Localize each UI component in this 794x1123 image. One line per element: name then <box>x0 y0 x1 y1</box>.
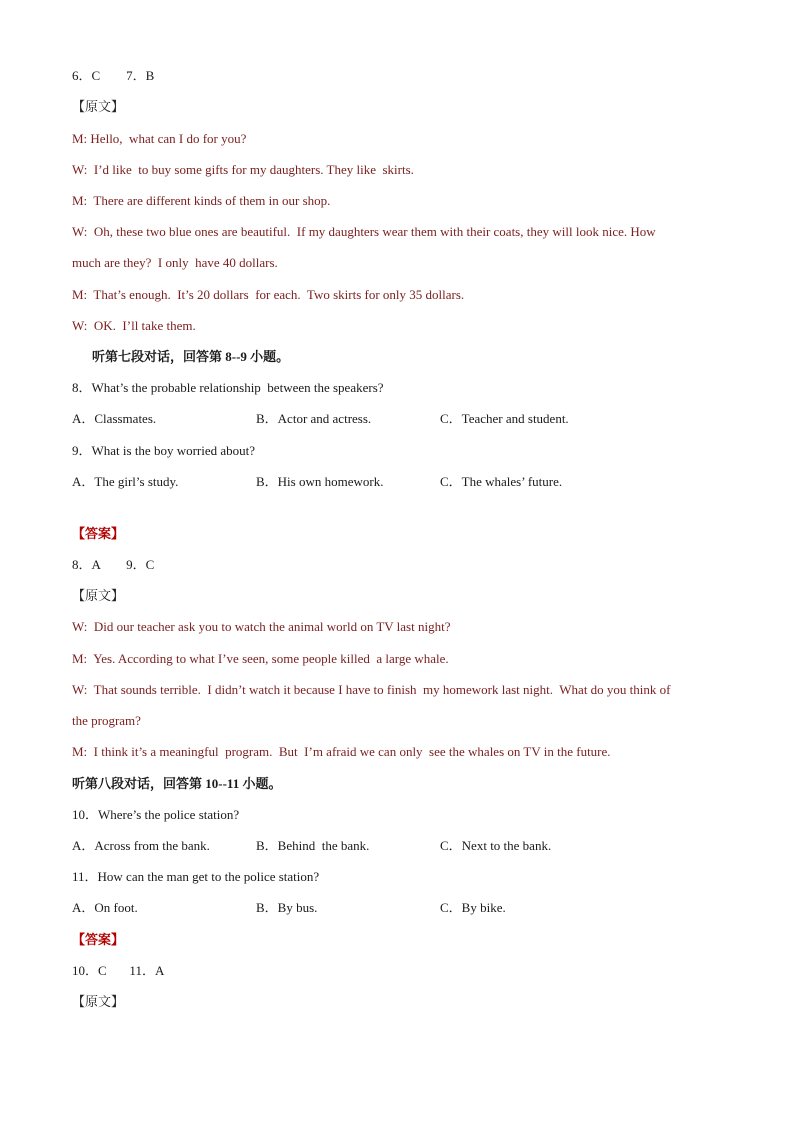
dialogue-line: M: That’s enough. It’s 20 dollars for each. Two skirts for only 35 dollars. <box>72 287 465 302</box>
dialogue-line: W: OK. I’ll take them. <box>72 318 196 333</box>
dialogue-line: much are they? I only have 40 dollars. <box>72 255 278 270</box>
q10-option-a: A．Across from the bank. <box>72 838 210 853</box>
section7-heading: 听第七段对话，回答第 8--9 小题。 <box>92 349 290 364</box>
section8-heading: 听第八段对话，回答第 10--11 小题。 <box>72 776 282 791</box>
q8-option-b: B．Actor and actress. <box>256 411 372 426</box>
dialogue-line: M: There are different kinds of them in our shop. <box>72 193 331 208</box>
answer-label: 【答案】 <box>72 526 125 541</box>
dialogue-line: W: Oh, these two blue ones are beautiful. If my daughters wear them with their coats, they will look nice. How <box>72 224 656 239</box>
q9-option-c: C．The whales’ future. <box>440 474 563 489</box>
question-9: 9．What is the boy worried about? <box>72 443 256 458</box>
dialogue-line: W: That sounds terrible. I didn’t watch it because I have to finish my homework last night. What do you think of <box>72 682 671 697</box>
question-8: 8．What’s the probable relationship between the speakers? <box>72 380 384 395</box>
dialogue-line: M: Yes. According to what I’ve seen, some people killed a large whale. <box>72 651 449 666</box>
q9-option-a: A．The girl’s study. <box>72 474 179 489</box>
dialogue-line: M: Hello, what can I do for you? <box>72 131 247 146</box>
dialogue-line: M: I think it’s a meaningful program. But I’m afraid we can only see the whales on TV in the future. <box>72 744 611 759</box>
q10-option-b: B．Behind the bank. <box>256 838 370 853</box>
yuanwen-label: 【原文】 <box>72 588 125 603</box>
q9-option-b: B．His own homework. <box>256 474 384 489</box>
dialogue-line: W: I’d like to buy some gifts for my daughters. They like skirts. <box>72 162 414 177</box>
answer-label: 【答案】 <box>72 932 125 947</box>
dialogue-line: W: Did our teacher ask you to watch the animal world on TV last night? <box>72 619 451 634</box>
q11-option-c: C．By bike. <box>440 900 506 915</box>
question-10: 10．Where’s the police station? <box>72 807 240 822</box>
q8-option-c: C．Teacher and student. <box>440 411 569 426</box>
dialogue-line: the program? <box>72 713 141 728</box>
q8-option-a: A．Classmates. <box>72 411 157 426</box>
q10-option-c: C．Next to the bank. <box>440 838 552 853</box>
q11-option-b: B．By bus. <box>256 900 318 915</box>
answers-10-11: 10．C 11．A <box>72 963 165 978</box>
question-11: 11．How can the man get to the police station? <box>72 869 320 884</box>
answers-6-7: 6．C 7．B <box>72 68 155 83</box>
yuanwen-label: 【原文】 <box>72 994 125 1009</box>
yuanwen-label: 【原文】 <box>72 99 125 114</box>
q11-option-a: A．On foot. <box>72 900 138 915</box>
answers-8-9: 8．A 9．C <box>72 557 155 572</box>
